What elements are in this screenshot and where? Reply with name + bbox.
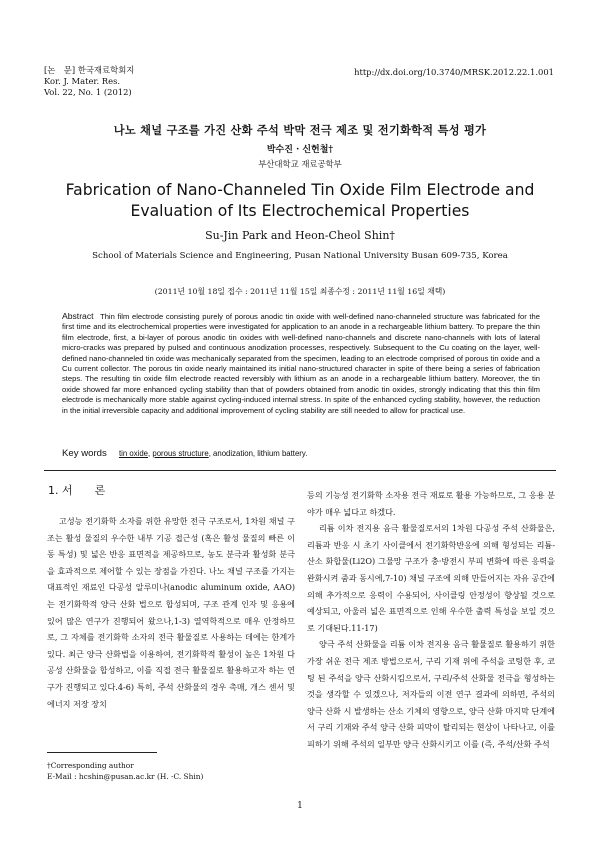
section-divider (44, 470, 556, 471)
paragraph: 고성능 전기화학 소자를 위한 유망한 전극 구조로서, 1차원 채널 구조는 활성 물질의 우수한 내부 기공 접근성 (혹은 활성 물질의 빠른 이동 특성) 및 넓은 반응 표면적을 제공하므로, 농도 분극과 활성화 분극을 효과적으로 제어할 수 있는 장점을 가진다. 나노 채널 구조를 가지는 대표적인 재료인 다공성 알루미나(anodic aluminum oxide, AAO) 는 전기화학적 양극 산화 법으로 합성되며, 구조 관계 인자 및 응용에 있어 많은 연구가 진행되어 왔으나,1-3) 열역학적으로 매우 안정하므로, 그 자체를 전기화학 소자의 전극 활물질로 사용하는 데에는 한계가 있다. 최근 양극 산화법을 이용하여, 전기화학적 활성이 높은 1차원 다공성 산화물을 합성하고, 이를 직접 전극 활물질로 활용하고자 하는 연구가 진행되고 있다.4-6) 특히, 주석 산화물의 경우 촉매, 개스 센서 및 에너지 저장 장치 (47, 516, 295, 709)
affiliation-korean: 부산대학교 재료공학부 (258, 159, 342, 169)
title-english (0, 180, 600, 222)
affiliation-english: School of Materials Science and Engineering, Pusan National University Busan 609-735, Korea (92, 251, 508, 261)
authors-english: Su-Jin Park and Heon-Cheol Shin† (205, 229, 395, 242)
body-column-left (47, 513, 295, 712)
doi-link[interactable]: http://dx.doi.org/10.3740/MRSK.2012.22.1.001 (354, 67, 554, 77)
keywords: Key words tin oxide, porous structure, anodization, lithium battery. (62, 448, 308, 459)
journal-header (44, 65, 134, 98)
journal-abbr: Kor. J. Mater. Res. (44, 76, 121, 86)
title-korean: 나노 채널 구조를 가진 산화 주석 박막 전극 제조 및 전기화학적 특성 평가 (113, 123, 487, 137)
footnote-divider (47, 752, 157, 753)
keyword-link-tin-oxide[interactable]: tin oxide (118, 449, 149, 458)
title-english-line-2: Evaluation of Its Electrochemical Properties (130, 202, 470, 220)
keyword-link-porous-structure[interactable]: porous structure (152, 449, 209, 458)
journal-volume: Vol. 22, No. 1 (2012) (44, 87, 132, 97)
paragraph: 양극 주석 산화물을 리튬 이차 전지용 음극 활물질로 활용하기 위한 가장 쉬운 전극 제조 방법으로서, 구리 기재 위에 주석을 코팅한 후, 코팅 된 주석을 양극 산화시킴으로서, 구리/주석 산화물 전극을 형성하는 것을 생각할 수 있겠으나, 저자들의 이전 연구 결과에 의하면, 주석의 양극 산화 시 발생하는 산소 기체의 영향으로, 양극 산화 마지막 단계에서 구리 기재와 주석 양극 산화 피막이 탈리되는 현상이 나타나고, 이를 피하기 위해 주석의 일부만 양극 산화시키고 이를 (즉, 주석/산화 주석 (307, 639, 555, 749)
corresponding-author: †Corresponding author (47, 761, 134, 770)
page-number: 1 (297, 801, 303, 811)
paragraph: 리튬 이차 전지용 음극 활물질로서의 1차원 다공성 주석 산화물은, 리튬과 반응 시 초기 사이클에서 전기화학반응에 의해 형성되는 리튬-산소 화합물(Li2O) 그물망 구조가 충·방전시 부피 변화에 따른 응력을 완화시켜 줌과 동시에,7-10) 채널 구조에 의해 만들어지는 자유 공간에 의해 추가적으로 응력이 수용되어, 사이클링 안정성이 향상될 것으로 예상되고, 아울러 넓은 표면적으로 인해 우수한 출력 특성을 보일 것으로 기대된다.11-17) (307, 523, 555, 633)
journal-name-ko: [논 문] 한국재료학회지 (44, 65, 135, 75)
paragraph: 등의 기능성 전기화학 소자용 전극 재료로 활용 가능하므로, 그 응용 분야가 매우 넓다고 하겠다. (307, 490, 555, 517)
section-title: 1. 서 론 (48, 484, 106, 497)
abstract (62, 311, 540, 416)
keywords-rest: , anodization, lithium battery. (208, 449, 308, 458)
title-english-line-1: Fabrication of Nano-Channeled Tin Oxide Film Electrode and (65, 181, 535, 199)
authors-korean: 박수진 · 신헌철† (266, 145, 334, 155)
body-column-right (307, 487, 555, 753)
footnote (47, 760, 203, 782)
abstract-label: Abstract (62, 311, 94, 321)
keywords-label: Key words (62, 448, 107, 459)
submission-dates: (2011년 10월 18일 접수 : 2011년 11월 15일 최종수정 : 2011년 11월 16일 채택) (154, 287, 446, 296)
author-email[interactable]: E-Mail : hcshin@pusan.ac.kr (H. -C. Shin) (47, 772, 204, 781)
abstract-text: Thin film electrode consisting purely of porous anodic tin oxide with well-defined nano-channeled structure was fabricated for the first time and its electrochemical properties were investigated for application to an anode in a rechargeable lithium battery. To prepare the thin film electrode, first, a bi-layer of porous anodic tin oxides with well-defined nano-channels and discrete nano-channels with lots of lateral micro-cracks was prepared by pulsed and continuous anodization processes, respectively. Subsequent to the Cu coating on the layer, well-defined nano-channeled tin oxide was mechanically separated from the specimen, leading to an electrode comprised of porous tin oxide and a Cu current collector. The porous tin oxide nearly maintained its initial nano-structured character in spite of there being a series of fabrication steps. The resulting tin oxide film electrode reacted reversibly with lithium as an anode in a rechargeable lithium battery. Moreover, the tin oxide showed far more enhanced cycling stability than that of powders obtained from anodic tin oxides, strongly indicating that this thin film electrode is mechanically more stable against cycling-induced internal stress. In spite of the enhanced cycling stability, however, the reduction in the initial irreversible capacity and additional improvement of cycling stability are still needed to allow for practical use. (62, 312, 540, 415)
